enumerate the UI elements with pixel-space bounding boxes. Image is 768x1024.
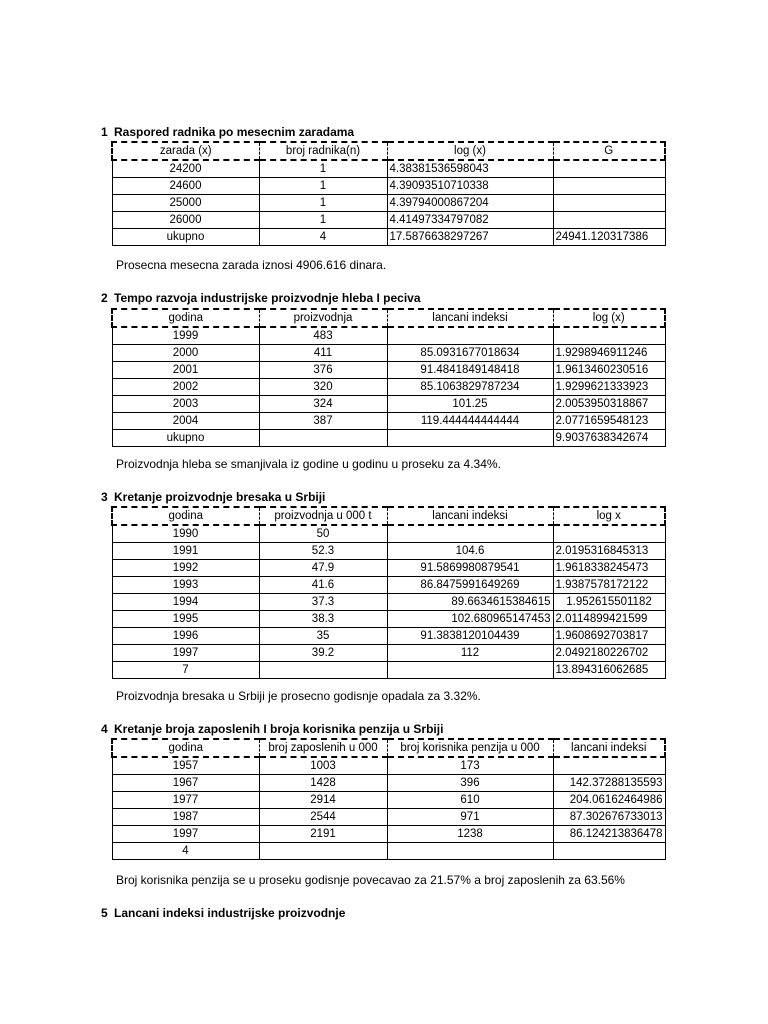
table-cell: 91.5869980879541 bbox=[387, 560, 553, 577]
table-row bbox=[112, 594, 665, 611]
table-cell: 7 bbox=[112, 662, 259, 679]
table-row bbox=[112, 379, 665, 396]
column-header: broj radnika(n) bbox=[259, 142, 387, 160]
table-cell: 1990 bbox=[112, 525, 259, 543]
table-cell: 1.9608692703817 bbox=[553, 628, 665, 645]
table-cell: 37.3 bbox=[259, 594, 387, 611]
table-row bbox=[112, 413, 665, 430]
table-employment-pensions bbox=[111, 738, 666, 860]
table-cell: 4 bbox=[259, 229, 387, 246]
table-row bbox=[112, 809, 665, 826]
table-cell: 1.9618338245473 bbox=[553, 560, 665, 577]
table-row bbox=[112, 560, 665, 577]
section-title-text: Lancani indeksi industrijske proizvodnje bbox=[114, 906, 346, 920]
table-row bbox=[112, 775, 665, 792]
table-cell: 2003 bbox=[112, 396, 259, 413]
table-row bbox=[112, 645, 665, 662]
table-cell: 1977 bbox=[112, 792, 259, 809]
table-cell: 24200 bbox=[112, 160, 259, 178]
table-cell: 1.9613460230516 bbox=[553, 362, 665, 379]
table-cell: 324 bbox=[259, 396, 387, 413]
table-header-row bbox=[112, 739, 665, 757]
table-cell bbox=[553, 327, 665, 345]
section-5-title bbox=[101, 906, 345, 920]
table-cell: 2000 bbox=[112, 345, 259, 362]
table-row bbox=[112, 543, 665, 560]
table-row bbox=[112, 843, 665, 860]
section-1-note: Prosecna mesecna zarada iznosi 4906.616 dinara. bbox=[116, 258, 387, 272]
table-cell: 86.8475991649269 bbox=[387, 577, 553, 594]
table-row bbox=[112, 229, 665, 246]
table-cell: 971 bbox=[387, 809, 553, 826]
section-1-title bbox=[101, 125, 354, 139]
section-number: 1 bbox=[101, 125, 108, 139]
table-header-row bbox=[112, 142, 665, 160]
table-cell: 1.9299621333923 bbox=[553, 379, 665, 396]
table-cell: 142.37288135593 bbox=[553, 775, 665, 792]
section-2-note: Proizvodnja hleba se smanjivala iz godine u godinu u proseku za 4.34%. bbox=[116, 457, 501, 471]
table-cell: 1428 bbox=[259, 775, 387, 792]
table-cell bbox=[259, 843, 387, 860]
column-header: broj zaposlenih u 000 bbox=[259, 739, 387, 757]
table-cell: 387 bbox=[259, 413, 387, 430]
table-cell: 1 bbox=[259, 160, 387, 178]
table-earnings bbox=[111, 141, 666, 246]
table-cell: 91.4841849148418 bbox=[387, 362, 553, 379]
section-4-title bbox=[101, 722, 443, 736]
table-cell: 1987 bbox=[112, 809, 259, 826]
table-cell: 50 bbox=[259, 525, 387, 543]
table-cell: 320 bbox=[259, 379, 387, 396]
table-cell: 89.6634615384615 bbox=[387, 594, 553, 611]
table-cell: 2001 bbox=[112, 362, 259, 379]
table-cell: 17.5876638297267 bbox=[387, 229, 553, 246]
table-cell: 173 bbox=[387, 757, 553, 775]
table-cell: 112 bbox=[387, 645, 553, 662]
table-cell: 85.0931677018634 bbox=[387, 345, 553, 362]
column-header: godina bbox=[112, 507, 259, 525]
table-row bbox=[112, 628, 665, 645]
table-cell bbox=[387, 662, 553, 679]
table-cell: 1.9298946911246 bbox=[553, 345, 665, 362]
section-title-text: Kretanje broja zaposlenih I broja korisnika penzija u Srbiji bbox=[114, 722, 444, 736]
table-cell: 1999 bbox=[112, 327, 259, 345]
table-cell bbox=[553, 195, 665, 212]
table-cell: 1991 bbox=[112, 543, 259, 560]
column-header: log x bbox=[553, 507, 665, 525]
table-cell: 26000 bbox=[112, 212, 259, 229]
column-header: lancani indeksi bbox=[553, 739, 665, 757]
table-row bbox=[112, 611, 665, 628]
table-cell: 1994 bbox=[112, 594, 259, 611]
table-cell: 610 bbox=[387, 792, 553, 809]
column-header: lancani indeksi bbox=[387, 309, 553, 327]
table-cell: 483 bbox=[259, 327, 387, 345]
section-number: 5 bbox=[101, 906, 108, 920]
table-row bbox=[112, 826, 665, 843]
column-header: lancani indeksi bbox=[387, 507, 553, 525]
table-cell: 38.3 bbox=[259, 611, 387, 628]
table-row bbox=[112, 662, 665, 679]
table-cell: 2914 bbox=[259, 792, 387, 809]
table-cell: 2191 bbox=[259, 826, 387, 843]
table-cell: 91.3838120104439 bbox=[387, 628, 553, 645]
table-row bbox=[112, 212, 665, 229]
table-cell: 1957 bbox=[112, 757, 259, 775]
table-cell bbox=[259, 662, 387, 679]
table-cell bbox=[553, 525, 665, 543]
table-cell: 52.3 bbox=[259, 543, 387, 560]
table-row bbox=[112, 362, 665, 379]
table-cell: 2.0053950318867 bbox=[553, 396, 665, 413]
table-cell: 1 bbox=[259, 195, 387, 212]
table-row bbox=[112, 396, 665, 413]
table-cell: 4.41497334797082 bbox=[387, 212, 553, 229]
table-cell: ukupno bbox=[112, 229, 259, 246]
table-cell: 376 bbox=[259, 362, 387, 379]
table-cell: ukupno bbox=[112, 430, 259, 447]
table-cell: 2.0771659548123 bbox=[553, 413, 665, 430]
table-cell: 24600 bbox=[112, 178, 259, 195]
table-cell: 2544 bbox=[259, 809, 387, 826]
table-cell: 4.39093510710338 bbox=[387, 178, 553, 195]
section-number: 4 bbox=[101, 722, 108, 736]
section-title-text: Kretanje proizvodnje bresaka u Srbiji bbox=[114, 490, 326, 504]
table-cell: 1996 bbox=[112, 628, 259, 645]
table-cell: 204.06162464986 bbox=[553, 792, 665, 809]
table-cell bbox=[387, 843, 553, 860]
table-row bbox=[112, 430, 665, 447]
table-cell bbox=[553, 843, 665, 860]
table-header-row bbox=[112, 309, 665, 327]
table-cell: 41.6 bbox=[259, 577, 387, 594]
column-header: broj korisnika penzija u 000 bbox=[387, 739, 553, 757]
table-row bbox=[112, 345, 665, 362]
table-cell bbox=[387, 525, 553, 543]
table-cell bbox=[553, 178, 665, 195]
table-cell: 104.6 bbox=[387, 543, 553, 560]
column-header: proizvodnja bbox=[259, 309, 387, 327]
table-cell: 1992 bbox=[112, 560, 259, 577]
table-cell bbox=[553, 212, 665, 229]
table-cell: 35 bbox=[259, 628, 387, 645]
table-cell: 13.894316062685 bbox=[553, 662, 665, 679]
table-cell: 87.302676733013 bbox=[553, 809, 665, 826]
table-cell: 1997 bbox=[112, 645, 259, 662]
section-3-note: Proizvodnja bresaka u Srbiji je prosecno godisnje opadala za 3.32%. bbox=[116, 689, 481, 703]
table-cell: 1 bbox=[259, 212, 387, 229]
table-cell: 86.124213836478 bbox=[553, 826, 665, 843]
table-cell: 1993 bbox=[112, 577, 259, 594]
table-cell: 85.1063829787234 bbox=[387, 379, 553, 396]
table-cell: 1.9387578172122 bbox=[553, 577, 665, 594]
table-row bbox=[112, 757, 665, 775]
table-cell: 2002 bbox=[112, 379, 259, 396]
table-cell: 1.952615501182 bbox=[553, 594, 665, 611]
column-header: log (x) bbox=[553, 309, 665, 327]
table-cell: 25000 bbox=[112, 195, 259, 212]
table-cell: 47.9 bbox=[259, 560, 387, 577]
section-number: 3 bbox=[101, 490, 108, 504]
column-header: godina bbox=[112, 309, 259, 327]
section-title-text: Tempo razvoja industrijske proizvodnje hleba I peciva bbox=[114, 291, 421, 305]
table-cell: 1 bbox=[259, 178, 387, 195]
section-3-title bbox=[101, 490, 325, 504]
table-cell: 4.39794000867204 bbox=[387, 195, 553, 212]
table-cell: 2004 bbox=[112, 413, 259, 430]
table-cell bbox=[387, 430, 553, 447]
table-cell: 1967 bbox=[112, 775, 259, 792]
table-row bbox=[112, 327, 665, 345]
table-cell: 9.9037638342674 bbox=[553, 430, 665, 447]
table-cell bbox=[553, 160, 665, 178]
table-cell bbox=[553, 757, 665, 775]
table-cell: 4.38381536598043 bbox=[387, 160, 553, 178]
table-cell: 4 bbox=[112, 843, 259, 860]
section-title-text: Raspored radnika po mesecnim zaradama bbox=[114, 125, 355, 139]
table-row bbox=[112, 178, 665, 195]
table-bread-production bbox=[111, 308, 666, 447]
table-peach-production bbox=[111, 506, 666, 679]
table-cell: 1995 bbox=[112, 611, 259, 628]
table-cell: 2.0492180226702 bbox=[553, 645, 665, 662]
column-header: log (x) bbox=[387, 142, 553, 160]
table-cell: 411 bbox=[259, 345, 387, 362]
table-cell: 39.2 bbox=[259, 645, 387, 662]
column-header: godina bbox=[112, 739, 259, 757]
table-cell: 1003 bbox=[259, 757, 387, 775]
table-cell bbox=[259, 430, 387, 447]
table-cell: 102.680965147453 bbox=[387, 611, 553, 628]
section-2-title bbox=[101, 291, 421, 305]
table-row bbox=[112, 577, 665, 594]
table-cell: 1238 bbox=[387, 826, 553, 843]
table-row bbox=[112, 525, 665, 543]
section-number: 2 bbox=[101, 291, 108, 305]
column-header: zarada (x) bbox=[112, 142, 259, 160]
table-cell: 24941.120317386 bbox=[553, 229, 665, 246]
table-cell bbox=[387, 327, 553, 345]
table-cell: 2.0195316845313 bbox=[553, 543, 665, 560]
table-row bbox=[112, 160, 665, 178]
column-header: proizvodnja u 000 t bbox=[259, 507, 387, 525]
table-row bbox=[112, 792, 665, 809]
table-cell: 2.0114899421599 bbox=[553, 611, 665, 628]
table-header-row bbox=[112, 507, 665, 525]
table-cell: 396 bbox=[387, 775, 553, 792]
table-cell: 119.444444444444 bbox=[387, 413, 553, 430]
section-4-note: Broj korisnika penzija se u proseku godisnje povecavao za 21.57% a broj zaposlenih za 63.56% bbox=[116, 873, 625, 887]
table-row bbox=[112, 195, 665, 212]
table-cell: 1997 bbox=[112, 826, 259, 843]
column-header: G bbox=[553, 142, 665, 160]
table-cell: 101.25 bbox=[387, 396, 553, 413]
